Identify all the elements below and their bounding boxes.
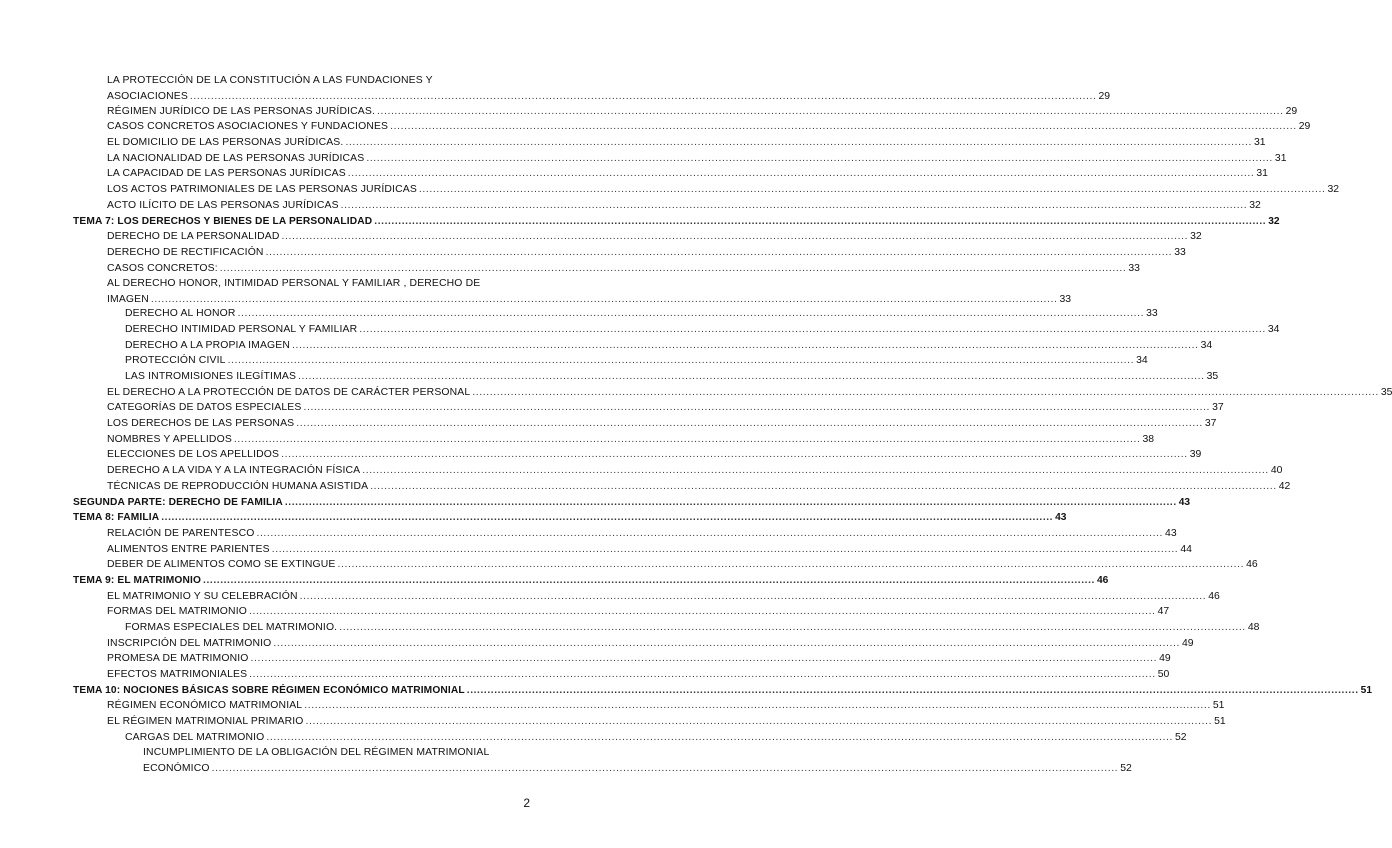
toc-entry[interactable] xyxy=(0,589,1220,605)
dot-leader: .................................................................................................................................................................................................................................................................... xyxy=(304,700,1211,712)
toc-entry-title-line1: AL DERECHO HONOR, INTIMIDAD PERSONAL Y FAMILIAR , DERECHO DE xyxy=(107,277,481,289)
toc-entry[interactable] xyxy=(0,135,1266,151)
toc-entry[interactable] xyxy=(0,401,1224,417)
dot-leader: .................................................................................................................................................................................................................................................................... xyxy=(233,433,1141,445)
dot-leader: .................................................................................................................................................................................................................................................................... xyxy=(347,168,1255,180)
toc-entry-line xyxy=(107,183,1340,197)
dot-leader: .................................................................................................................................................................................................................................................................... xyxy=(237,308,1145,320)
toc-entry[interactable] xyxy=(0,322,1280,338)
toc-entry-page: 46 xyxy=(1246,559,1258,571)
toc-entry-page: 48 xyxy=(1247,622,1260,633)
toc-entry-title: LOS ACTOS PATRIMONIALES DE LAS PERSONAS JURÍDICAS xyxy=(107,184,417,196)
toc-entry-line xyxy=(107,386,1392,400)
toc-entry-line xyxy=(107,590,1220,604)
toc-entry-line xyxy=(107,527,1177,541)
dot-leader: .................................................................................................................................................................................................................................................................... xyxy=(266,731,1173,743)
toc-entry[interactable] xyxy=(0,699,1225,715)
toc-entry-title: LA NACIONALIDAD DE LAS PERSONAS JURÍDICAS xyxy=(107,152,365,164)
dot-leader: .................................................................................................................................................................................................................................................................... xyxy=(211,762,1119,774)
toc-entry-title: EFECTOS MATRIMONIALES xyxy=(107,669,248,681)
dot-leader: .................................................................................................................................................................................................................................................................... xyxy=(359,323,1266,335)
toc-entry-line xyxy=(107,652,1171,666)
toc-entry-line xyxy=(73,496,1191,510)
toc-entry-page: 32 xyxy=(1268,215,1280,227)
dot-leader: .................................................................................................................................................................................................................................................................... xyxy=(203,574,1095,586)
toc-entry-page: 39 xyxy=(1189,449,1202,461)
toc-entry-page: 31 xyxy=(1256,168,1268,180)
toc-entry-page: 37 xyxy=(1212,402,1224,414)
dot-leader: .................................................................................................................................................................................................................................................................... xyxy=(340,199,1248,211)
toc-entry-line xyxy=(107,464,1283,478)
toc-entry-line xyxy=(107,246,1186,260)
toc-entry-page: 31 xyxy=(1274,152,1287,164)
dot-leader: .................................................................................................................................................................................................................................................................... xyxy=(296,418,1203,430)
dot-leader: .................................................................................................................................................................................................................................................................... xyxy=(374,215,1267,227)
toc-entry-line xyxy=(125,621,1260,635)
toc-entry-page: 29 xyxy=(1285,105,1298,117)
dot-leader: .................................................................................................................................................................................................................................................................... xyxy=(219,262,1127,274)
toc-entry-line xyxy=(107,605,1170,619)
toc-entry[interactable] xyxy=(0,277,1072,307)
toc-entry-line xyxy=(107,433,1155,447)
toc-entry-title: TEMA 7: LOS DERECHOS Y BIENES DE LA PERSONALIDAD xyxy=(73,215,373,227)
toc-entry-title: ELECCIONES DE LOS APELLIDOS xyxy=(107,449,280,461)
dot-leader: .................................................................................................................................................................................................................................................................... xyxy=(339,622,1246,633)
toc-entry[interactable] xyxy=(0,495,1191,511)
dot-leader: .................................................................................................................................................................................................................................................................... xyxy=(303,402,1211,414)
toc-entry[interactable] xyxy=(0,479,1291,495)
toc-entry-title: IMAGEN xyxy=(107,293,149,305)
toc-entry-title: ALIMENTOS ENTRE PARIENTES xyxy=(107,543,270,555)
toc-entry-title: RÉGIMEN ECONÓMICO MATRIMONIAL xyxy=(107,700,303,712)
dot-leader: .................................................................................................................................................................................................................................................................... xyxy=(305,716,1213,728)
toc-entry-line xyxy=(107,417,1217,431)
toc-entry-line xyxy=(107,90,1111,104)
toc-entry-page: 33 xyxy=(1128,262,1140,274)
dot-leader: .................................................................................................................................................................................................................................................................... xyxy=(150,293,1058,305)
toc-entry[interactable] xyxy=(0,74,1111,104)
toc-entry-page: 34 xyxy=(1267,323,1280,335)
dot-leader: .................................................................................................................................................................................................................................................................... xyxy=(390,121,1297,133)
dot-leader: .................................................................................................................................................................................................................................................................... xyxy=(273,637,1180,649)
toc-entry-title: TEMA 10: NOCIONES BÁSICAS SOBRE RÉGIMEN ECONÓMICO MATRIMONIAL xyxy=(73,684,465,696)
dot-leader: .................................................................................................................................................................................................................................................................... xyxy=(299,590,1207,602)
toc-entry[interactable] xyxy=(0,432,1155,448)
toc-entry[interactable] xyxy=(0,746,1132,776)
toc-entry-page: 43 xyxy=(1165,527,1177,539)
toc-entry-title: SEGUNDA PARTE: DERECHO DE FAMILIA xyxy=(73,496,283,508)
toc-entry-title: TEMA 9: EL MATRIMONIO xyxy=(73,574,202,586)
toc-entry-title: ASOCIACIONES xyxy=(107,91,188,102)
toc-entry[interactable] xyxy=(0,307,1158,323)
dot-leader: .................................................................................................................................................................................................................................................................... xyxy=(250,653,1158,665)
toc-entry-page: 32 xyxy=(1327,184,1340,196)
toc-entry-title: DERECHO A LA VIDA Y A LA INTEGRACIÓN FÍSICA xyxy=(107,465,361,477)
toc-entry-title-line1: LA PROTECCIÓN DE LA CONSTITUCIÓN A LAS FUNDACIONES Y xyxy=(107,75,433,86)
toc-entry[interactable] xyxy=(0,636,1194,652)
toc-entry-line xyxy=(107,152,1287,166)
toc-entry-title: CATEGORÍAS DE DATOS ESPECIALES xyxy=(107,402,302,414)
toc-entry-page: 46 xyxy=(1208,590,1220,602)
toc-entry-title: LA CAPACIDAD DE LAS PERSONAS JURÍDICAS xyxy=(107,168,346,180)
toc-entry[interactable] xyxy=(0,730,1187,746)
dot-leader: .................................................................................................................................................................................................................................................................... xyxy=(472,386,1379,398)
dot-leader: .................................................................................................................................................................................................................................................................... xyxy=(227,355,1135,367)
toc-entry-line xyxy=(107,401,1224,415)
dot-leader: .................................................................................................................................................................................................................................................................... xyxy=(466,684,1359,696)
toc-entry-page: 31 xyxy=(1254,137,1266,149)
toc-entry-line xyxy=(107,448,1202,462)
toc-entry[interactable] xyxy=(0,605,1170,621)
toc-entry-title: EL MATRIMONIO Y SU CELEBRACIÓN xyxy=(107,590,298,602)
toc-entry-title-line1: INCUMPLIMIENTO DE LA OBLIGACIÓN DEL RÉGIMEN MATRIMONIAL xyxy=(143,746,490,758)
toc-entry[interactable] xyxy=(0,120,1311,136)
dot-leader: .................................................................................................................................................................................................................................................................... xyxy=(377,105,1284,117)
toc-entry-page: 34 xyxy=(1136,355,1148,367)
toc-entry-title: DERECHO DE RECTIFICACIÓN xyxy=(107,246,264,258)
toc-entry-page: 29 xyxy=(1298,121,1311,133)
toc-entry-page: 32 xyxy=(1249,199,1261,211)
toc-entry-page: 35 xyxy=(1380,386,1392,398)
toc-entry[interactable] xyxy=(0,385,1392,401)
toc-entry-title: DERECHO DE LA PERSONALIDAD xyxy=(107,231,280,243)
toc-entry[interactable] xyxy=(0,230,1202,246)
toc-entry-page: 51 xyxy=(1212,700,1225,712)
toc-entry-line xyxy=(73,215,1280,229)
table-of-contents xyxy=(0,74,1392,776)
toc-entry[interactable] xyxy=(0,182,1340,198)
toc-entry[interactable] xyxy=(0,558,1258,574)
toc-entry-page: 49 xyxy=(1181,637,1194,649)
toc-entry-page: 50 xyxy=(1157,669,1170,681)
toc-entry-page: 40 xyxy=(1270,465,1283,477)
toc-entry-page: 33 xyxy=(1174,246,1186,258)
toc-entry-page: 49 xyxy=(1159,653,1171,665)
toc-entry-title: FORMAS DEL MATRIMONIO xyxy=(107,606,247,618)
toc-entry-line xyxy=(107,199,1261,213)
toc-entry-page: 43 xyxy=(1178,496,1191,508)
dot-leader: .................................................................................................................................................................................................................................................................... xyxy=(362,465,1269,477)
toc-entry-line xyxy=(125,731,1187,745)
dot-leader: .................................................................................................................................................................................................................................................................... xyxy=(281,231,1189,243)
toc-entry-line xyxy=(107,668,1170,682)
toc-entry-title: EL DOMICILIO DE LAS PERSONAS JURÍDICAS. xyxy=(107,137,344,149)
toc-entry-line xyxy=(107,715,1226,729)
toc-entry-page: 35 xyxy=(1206,371,1219,382)
toc-entry[interactable] xyxy=(0,214,1280,230)
toc-entry[interactable] xyxy=(0,573,1109,589)
toc-entry-page: 29 xyxy=(1098,91,1111,102)
toc-entry[interactable] xyxy=(0,354,1148,370)
dot-leader: .................................................................................................................................................................................................................................................................... xyxy=(370,480,1277,492)
toc-entry[interactable] xyxy=(0,463,1283,479)
toc-entry-title: EL DERECHO A LA PROTECCIÓN DE DATOS DE CARÁCTER PERSONAL xyxy=(107,386,471,398)
toc-entry-page: 52 xyxy=(1120,762,1132,774)
toc-entry[interactable] xyxy=(0,104,1298,120)
dot-leader: .................................................................................................................................................................................................................................................................... xyxy=(189,91,1097,102)
dot-leader: .................................................................................................................................................................................................................................................................... xyxy=(256,527,1164,539)
dot-leader: .................................................................................................................................................................................................................................................................... xyxy=(248,606,1156,618)
toc-entry[interactable] xyxy=(0,667,1170,683)
toc-entry[interactable] xyxy=(0,151,1287,167)
toc-entry-line xyxy=(107,120,1311,134)
toc-entry-line xyxy=(143,762,1132,776)
toc-entry-title: PROMESA DE MATRIMONIO xyxy=(107,653,249,665)
toc-entry-line xyxy=(125,370,1219,384)
toc-entry-title: ECONÓMICO xyxy=(143,762,210,774)
toc-entry-line xyxy=(125,307,1158,321)
dot-leader: .................................................................................................................................................................................................................................................................... xyxy=(281,449,1188,461)
toc-entry-line xyxy=(125,339,1213,353)
toc-entry-line xyxy=(107,558,1258,572)
dot-leader: .................................................................................................................................................................................................................................................................... xyxy=(298,371,1205,382)
toc-entry-title: CASOS CONCRETOS: xyxy=(107,262,218,274)
toc-entry-line xyxy=(107,167,1268,181)
dot-leader: .................................................................................................................................................................................................................................................................... xyxy=(265,246,1173,258)
toc-entry-title: EL RÉGIMEN MATRIMONIAL PRIMARIO xyxy=(107,716,304,728)
dot-leader: .................................................................................................................................................................................................................................................................... xyxy=(292,339,1199,351)
toc-entry-page: 43 xyxy=(1055,512,1067,524)
toc-entry-title: DEBER DE ALIMENTOS COMO SE EXTINGUE xyxy=(107,559,336,571)
toc-entry-page: 51 xyxy=(1360,684,1373,696)
toc-entry-title: PROTECCIÓN CIVIL xyxy=(125,355,226,367)
toc-entry-page: 47 xyxy=(1157,606,1170,618)
toc-entry-line xyxy=(107,230,1202,244)
toc-entry-page: 51 xyxy=(1214,716,1226,728)
toc-entry-title: ACTO ILÍCITO DE LAS PERSONAS JURÍDICAS xyxy=(107,199,339,211)
dot-leader: .................................................................................................................................................................................................................................................................... xyxy=(337,559,1245,571)
toc-entry-title: CASOS CONCRETOS ASOCIACIONES Y FUNDACIONES xyxy=(107,121,389,133)
toc-entry-title: DERECHO INTIMIDAD PERSONAL Y FAMILIAR xyxy=(125,323,358,335)
toc-entry-title: LAS INTROMISIONES ILEGÍTIMAS xyxy=(125,371,297,382)
toc-entry[interactable] xyxy=(0,245,1186,261)
dot-leader: .................................................................................................................................................................................................................................................................... xyxy=(418,184,1326,196)
toc-entry-page: 32 xyxy=(1190,231,1202,243)
toc-entry-line xyxy=(107,105,1298,119)
dot-leader: .................................................................................................................................................................................................................................................................... xyxy=(366,152,1273,164)
toc-entry[interactable] xyxy=(0,526,1177,542)
toc-entry-line xyxy=(107,480,1291,494)
toc-entry-title: DERECHO AL HONOR xyxy=(125,308,236,320)
toc-entry-line xyxy=(107,293,1072,307)
toc-entry-line xyxy=(73,511,1067,525)
toc-entry-page: 34 xyxy=(1200,339,1213,351)
toc-entry-page: 42 xyxy=(1278,480,1291,492)
toc-entry-line xyxy=(107,637,1194,651)
toc-entry-page: 52 xyxy=(1175,731,1187,743)
toc-entry-title: TÉCNICAS DE REPRODUCCIÓN HUMANA ASISTIDA xyxy=(107,480,369,492)
toc-entry[interactable] xyxy=(0,620,1260,636)
toc-entry-line xyxy=(125,323,1280,337)
toc-entry-page: 44 xyxy=(1180,543,1192,555)
toc-entry[interactable] xyxy=(0,448,1202,464)
toc-entry-title: DERECHO A LA PROPIA IMAGEN xyxy=(125,339,291,351)
toc-entry[interactable] xyxy=(0,416,1217,432)
dot-leader: .................................................................................................................................................................................................................................................................... xyxy=(249,669,1156,681)
toc-entry-title: FORMAS ESPECIALES DEL MATRIMONIO. xyxy=(125,622,338,633)
toc-entry[interactable] xyxy=(0,652,1171,668)
toc-entry-line xyxy=(73,684,1373,698)
dot-leader: .................................................................................................................................................................................................................................................................... xyxy=(271,543,1179,555)
toc-entry[interactable] xyxy=(0,261,1140,277)
page-number: 2 xyxy=(523,796,530,810)
toc-entry-line xyxy=(107,543,1192,557)
toc-entry-line xyxy=(125,354,1148,368)
toc-entry-title: CARGAS DEL MATRIMONIO xyxy=(125,731,265,743)
toc-entry[interactable] xyxy=(0,683,1373,699)
toc-entry-page: 46 xyxy=(1096,574,1109,586)
toc-entry-title: NOMBRES Y APELLIDOS xyxy=(107,433,232,445)
toc-entry-title: RÉGIMEN JURÍDICO DE LAS PERSONAS JURÍDICAS. xyxy=(107,105,375,117)
dot-leader: .................................................................................................................................................................................................................................................................... xyxy=(161,512,1054,524)
toc-entry-title: INSCRIPCIÓN DEL MATRIMONIO xyxy=(107,637,272,649)
toc-entry[interactable] xyxy=(0,198,1261,214)
toc-entry-page: 38 xyxy=(1142,433,1155,445)
toc-entry-line xyxy=(73,574,1109,588)
toc-entry[interactable] xyxy=(0,714,1226,730)
toc-entry[interactable] xyxy=(0,511,1067,527)
toc-entry-title: TEMA 8: FAMILIA xyxy=(73,512,160,524)
toc-entry-page: 33 xyxy=(1059,293,1072,305)
toc-entry-title: LOS DERECHOS DE LAS PERSONAS xyxy=(107,418,295,430)
toc-entry[interactable] xyxy=(0,369,1219,385)
dot-leader: .................................................................................................................................................................................................................................................................... xyxy=(345,137,1253,149)
dot-leader: .................................................................................................................................................................................................................................................................... xyxy=(284,496,1177,508)
toc-entry-page: 37 xyxy=(1204,418,1217,430)
toc-entry-line xyxy=(107,136,1266,150)
toc-entry-title: RELACIÓN DE PARENTESCO xyxy=(107,527,255,539)
toc-entry[interactable] xyxy=(0,542,1192,558)
toc-entry[interactable] xyxy=(0,167,1268,183)
toc-entry-page: 33 xyxy=(1146,308,1158,320)
toc-entry[interactable] xyxy=(0,338,1213,354)
toc-entry-line xyxy=(107,699,1225,713)
toc-entry-line xyxy=(107,262,1140,276)
